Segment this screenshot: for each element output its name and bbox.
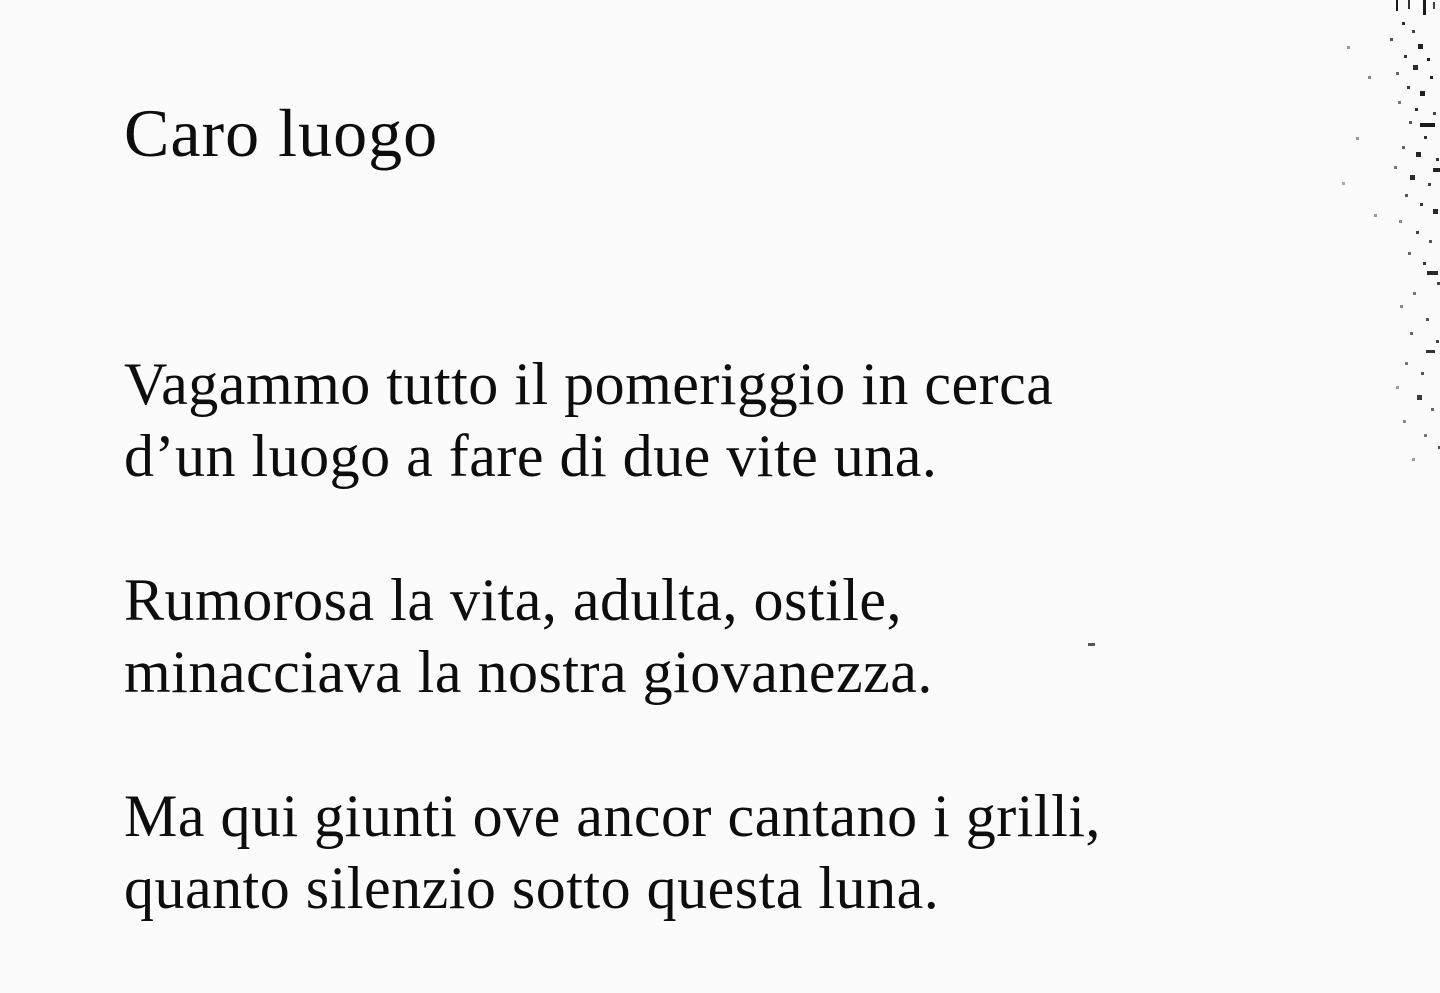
- scan-noise-dash: [1427, 271, 1438, 275]
- poem-line: quanto silenzio sotto questa luna.: [124, 855, 940, 921]
- poem-stanza: [124, 564, 1101, 708]
- poem-line: minacciava la nostra giovanezza.: [124, 639, 933, 705]
- scan-noise-tick: [1433, 2, 1435, 9]
- poem-title: Caro luogo: [124, 94, 439, 171]
- poem-stanza: [124, 348, 1101, 492]
- scan-noise-tick: [1396, 0, 1398, 11]
- poem-line: Rumorosa la vita, adulta, ostile,: [124, 567, 903, 633]
- poem-line: d’un luogo a fare di due vite una.: [124, 423, 938, 489]
- scan-noise-dash: [1433, 168, 1440, 172]
- scan-noise-tick: [1408, 0, 1410, 9]
- scan-noise-speckles: [0, 0, 3, 3]
- poem-stanza: [124, 780, 1101, 924]
- scan-noise-dash: [1426, 350, 1435, 353]
- poem-body: [124, 348, 1101, 924]
- poem-line: Ma qui giunti ove ancor cantano i grilli,: [124, 783, 1101, 849]
- scan-noise-dash: [1420, 123, 1435, 127]
- scan-noise-tick: [1423, 0, 1426, 15]
- poem-line: Vagammo tutto il pomeriggio in cerca: [124, 351, 1054, 417]
